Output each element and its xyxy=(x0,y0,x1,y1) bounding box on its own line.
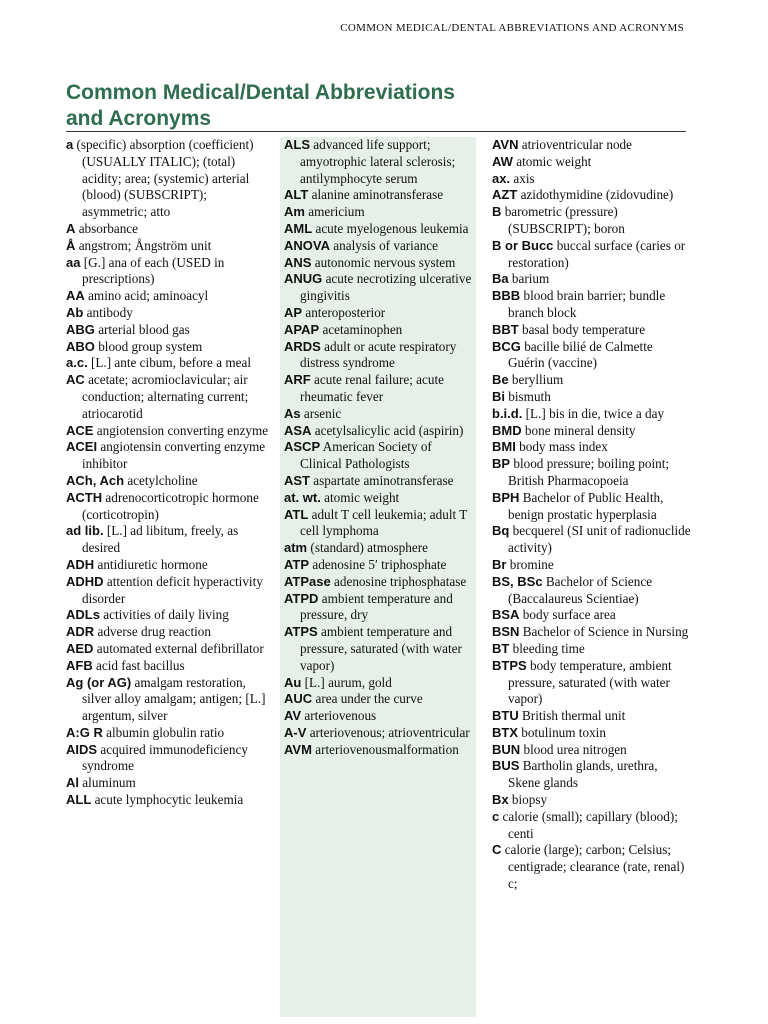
column-2 xyxy=(280,137,476,1017)
entry-abbreviation: BS, BSc xyxy=(492,573,543,589)
entry-definition: acetate; acromioclavicular; air conduction; alternating current; atriocarotid xyxy=(82,372,249,421)
entry-definition: [L.] aurum, gold xyxy=(301,674,392,690)
entry-definition: antidiuretic hormone xyxy=(94,556,208,572)
entry-abbreviation: a xyxy=(66,137,74,152)
entry-definition: absorbance xyxy=(75,220,138,236)
glossary-entry xyxy=(66,322,274,339)
glossary-entry xyxy=(492,523,692,557)
entry-abbreviation: ANOVA xyxy=(284,237,330,253)
glossary-entry xyxy=(492,271,692,288)
glossary-entry xyxy=(492,423,692,440)
entry-definition: blood urea nitrogen xyxy=(520,741,627,757)
entry-abbreviation: AP xyxy=(284,304,303,320)
glossary-entry xyxy=(492,406,692,423)
glossary-entry xyxy=(66,523,274,557)
glossary-entry xyxy=(284,423,476,440)
glossary-entry xyxy=(284,271,476,305)
entry-definition: body surface area xyxy=(519,607,616,623)
glossary-entry xyxy=(284,591,476,625)
entry-abbreviation: atm xyxy=(284,540,308,556)
entry-abbreviation: BPH xyxy=(492,489,520,505)
glossary-entry xyxy=(66,624,274,641)
entry-definition: aspartate aminotransferase xyxy=(310,472,454,488)
glossary-entry xyxy=(492,322,692,339)
entry-abbreviation: AUC xyxy=(284,691,313,707)
entry-definition: acute lymphocytic leukemia xyxy=(91,792,244,808)
entry-definition: body temperature, ambient pressure, saturated (with water vapor) xyxy=(508,657,672,707)
entry-definition: autonomic nervous system xyxy=(311,254,456,270)
entry-definition: adenosine triphosphatase xyxy=(330,573,467,589)
glossary-entry xyxy=(66,557,274,574)
entry-abbreviation: BBT xyxy=(492,321,519,337)
entry-definition: Bachelor of Public Health, benign prostatic hyperplasia xyxy=(508,489,664,522)
glossary-entry xyxy=(284,490,476,507)
entry-definition: calorie (large); carbon; Celsius; centigrade; clearance (rate, renal) c; xyxy=(501,842,685,892)
entry-abbreviation: ADLs xyxy=(66,607,100,623)
entry-definition: aluminum xyxy=(79,775,136,791)
entry-definition: barium xyxy=(508,271,550,287)
entry-abbreviation: ACh, Ach xyxy=(66,472,125,488)
entry-definition: buccal surface (caries or restoration) xyxy=(508,237,686,270)
glossary-entry xyxy=(492,288,692,322)
entry-definition: acquired immunodeficiency syndrome xyxy=(82,741,248,774)
entry-abbreviation: AW xyxy=(492,153,513,169)
entry-abbreviation: Ag (or AG) xyxy=(66,674,132,690)
glossary-entry xyxy=(284,507,476,541)
entry-abbreviation: at. wt. xyxy=(284,489,321,505)
entry-abbreviation: ARDS xyxy=(284,338,321,354)
entry-definition: (specific) absorption (coefficient) (USUALLY ITALIC); (total) acidity; area; (systemic) arterial (blood) (SUBSCRIPT); asymmetric; atto xyxy=(73,137,254,220)
glossary-entry xyxy=(492,809,692,843)
entry-abbreviation: B or Bucc xyxy=(492,237,554,253)
entry-definition: americium xyxy=(304,204,365,220)
entry-abbreviation: ALT xyxy=(284,187,309,203)
glossary-entry xyxy=(492,641,692,658)
glossary-entry xyxy=(66,288,274,305)
entry-abbreviation: AC xyxy=(66,372,85,388)
entry-abbreviation: BCG xyxy=(492,338,521,354)
entry-abbreviation: ACE xyxy=(66,422,94,438)
entry-definition: anteroposterior xyxy=(302,304,386,320)
entry-abbreviation: Be xyxy=(492,372,509,388)
entry-abbreviation: Br xyxy=(492,556,507,572)
glossary-entry xyxy=(66,355,274,372)
glossary-entry xyxy=(66,792,274,809)
entry-definition: blood group system xyxy=(94,338,203,354)
entry-abbreviation: AIDS xyxy=(66,741,98,757)
entry-abbreviation: BTPS xyxy=(492,657,527,673)
entry-definition: basal body temperature xyxy=(518,321,646,337)
entry-abbreviation: ATPase xyxy=(284,573,331,589)
entry-definition: adverse drug reaction xyxy=(94,624,211,640)
entry-definition: [L.] bis in die, twice a day xyxy=(522,405,665,421)
entry-definition: arterial blood gas xyxy=(94,321,190,337)
page-title xyxy=(66,80,455,132)
entry-definition: British thermal unit xyxy=(518,708,626,724)
running-header: COMMON MEDICAL/DENTAL ABBREVIATIONS AND ACRONYMS xyxy=(340,22,684,34)
entry-definition: bromine xyxy=(506,556,554,572)
entry-abbreviation: ATPS xyxy=(284,624,318,640)
glossary-entry xyxy=(492,658,692,708)
entry-definition: adult T cell leukemia; adult T cell lymphoma xyxy=(300,506,468,539)
glossary-entry xyxy=(284,305,476,322)
entry-abbreviation: BT xyxy=(492,640,510,656)
glossary-entry xyxy=(492,187,692,204)
glossary-entry xyxy=(284,708,476,725)
entry-definition: attention deficit hyperactivity disorder xyxy=(82,573,263,606)
glossary-entry xyxy=(492,792,692,809)
entry-definition: bone mineral density xyxy=(521,422,636,438)
entry-abbreviation: BP xyxy=(492,456,511,472)
title-rule xyxy=(66,131,686,132)
glossary-entry xyxy=(284,137,476,187)
entry-abbreviation: ANUG xyxy=(284,271,323,287)
entry-abbreviation: a.c. xyxy=(66,355,88,371)
glossary-entry xyxy=(66,658,274,675)
entry-definition: acetylcholine xyxy=(124,472,198,488)
entry-abbreviation: Al xyxy=(66,775,79,791)
entry-abbreviation: ATP xyxy=(284,556,310,572)
glossary-entry xyxy=(492,758,692,792)
entry-definition: advanced life support; amyotrophic lateral sclerosis; antilymphocyte serum xyxy=(300,137,456,186)
glossary-entry xyxy=(284,238,476,255)
entry-definition: botulinum toxin xyxy=(518,724,606,740)
entry-definition: area under the curve xyxy=(312,691,423,707)
entry-abbreviation: AZT xyxy=(492,187,518,203)
glossary-entry xyxy=(284,574,476,591)
entry-definition: beryllium xyxy=(508,372,564,388)
entry-definition: bacille bilié de Calmette Guérin (vaccine) xyxy=(508,338,653,371)
entry-abbreviation: ADHD xyxy=(66,573,104,589)
glossary-entry xyxy=(492,624,692,641)
entry-abbreviation: ARF xyxy=(284,372,311,388)
entry-abbreviation: Å xyxy=(66,237,76,253)
entry-definition: arsenic xyxy=(300,405,342,421)
entry-definition: angstrom; Ångström unit xyxy=(75,237,212,253)
glossary-entry xyxy=(492,725,692,742)
glossary-entry xyxy=(284,540,476,557)
glossary-entry xyxy=(492,456,692,490)
glossary-entry xyxy=(66,641,274,658)
entry-definition: arteriovenous; atrioventricular xyxy=(306,724,470,740)
entry-abbreviation: A xyxy=(66,220,76,236)
entry-abbreviation: BTU xyxy=(492,708,519,724)
entry-definition: alanine aminotransferase xyxy=(308,187,444,203)
glossary-entry xyxy=(492,574,692,608)
entry-abbreviation: AA xyxy=(66,288,85,304)
glossary-entry xyxy=(492,171,692,188)
entry-abbreviation: BUS xyxy=(492,758,520,774)
entry-definition: blood brain barrier; bundle branch block xyxy=(508,288,666,320)
entry-abbreviation: Bq xyxy=(492,523,510,539)
glossary-entry xyxy=(284,742,476,759)
glossary-entry xyxy=(492,339,692,373)
entry-abbreviation: aa xyxy=(66,254,81,270)
entry-definition: arteriovenous xyxy=(301,708,377,724)
entry-abbreviation: ATL xyxy=(284,506,309,522)
column-3 xyxy=(492,137,692,893)
entry-abbreviation: Ba xyxy=(492,271,509,287)
entry-abbreviation: AVN xyxy=(492,137,519,152)
glossary-entry xyxy=(284,322,476,339)
glossary-entry xyxy=(284,204,476,221)
glossary-entry xyxy=(66,221,274,238)
entry-definition: blood pressure; boiling point; British Pharmacopoeia xyxy=(508,456,670,488)
glossary-entry xyxy=(492,238,692,272)
glossary-entry xyxy=(66,742,274,776)
glossary-entry xyxy=(492,742,692,759)
glossary-entry xyxy=(66,238,274,255)
entry-definition: bismuth xyxy=(505,388,551,404)
entry-abbreviation: BMI xyxy=(492,439,516,455)
entry-definition: [G.] ana of each (USED in prescriptions) xyxy=(80,254,225,287)
entry-definition: American Society of Clinical Pathologists xyxy=(300,439,432,472)
entry-abbreviation: BUN xyxy=(492,741,521,757)
entry-abbreviation: BBB xyxy=(492,288,521,304)
glossary-entry xyxy=(66,490,274,524)
glossary-entry xyxy=(284,255,476,272)
glossary-entry xyxy=(284,187,476,204)
entry-abbreviation: AVM xyxy=(284,741,312,757)
entry-abbreviation: AV xyxy=(284,708,302,724)
entry-abbreviation: c xyxy=(492,808,500,824)
entry-definition: atomic weight xyxy=(512,153,592,169)
glossary-entry xyxy=(66,675,274,725)
entry-definition: adrenocorticotropic hormone (corticotropin) xyxy=(82,489,259,522)
glossary-entry xyxy=(66,574,274,608)
entry-abbreviation: BTX xyxy=(492,724,518,740)
entry-abbreviation: APAP xyxy=(284,321,320,337)
entry-definition: body mass index xyxy=(515,439,608,455)
glossary-entry xyxy=(284,624,476,674)
glossary-entry xyxy=(284,473,476,490)
entry-abbreviation: AML xyxy=(284,220,313,236)
entry-definition: bleeding time xyxy=(509,640,585,656)
glossary-entry xyxy=(492,490,692,524)
entry-definition: Bachelor of Science in Nursing xyxy=(519,624,689,640)
entry-abbreviation: As xyxy=(284,405,301,421)
entry-abbreviation: b.i.d. xyxy=(492,405,523,421)
entry-abbreviation: ASCP xyxy=(284,439,321,455)
entry-abbreviation: BMD xyxy=(492,422,522,438)
entry-definition: activities of daily living xyxy=(99,607,229,623)
entry-abbreviation: AFB xyxy=(66,657,93,673)
entry-definition: (standard) atmosphere xyxy=(307,540,428,556)
entry-definition: albumin globulin ratio xyxy=(102,724,225,740)
entry-definition: angiotensin converting enzyme inhibitor xyxy=(82,439,266,472)
entry-abbreviation: A:G R xyxy=(66,724,103,740)
glossary-entry xyxy=(284,557,476,574)
entry-definition: atrioventricular node xyxy=(518,137,632,152)
entry-abbreviation: Bx xyxy=(492,792,509,808)
glossary-entry xyxy=(66,255,274,289)
entry-definition: azidothymidine (zidovudine) xyxy=(517,187,674,203)
entry-definition: acute necrotizing ulcerative gingivitis xyxy=(300,271,472,304)
glossary-entry xyxy=(66,305,274,322)
title-line-2: and Acronyms xyxy=(66,107,212,130)
entry-definition: angiotension converting enzyme xyxy=(93,422,269,438)
entry-abbreviation: Au xyxy=(284,674,302,690)
entry-definition: acid fast bacillus xyxy=(92,657,185,673)
entry-definition: adult or acute respiratory distress syndrome xyxy=(300,338,457,371)
entry-abbreviation: Ab xyxy=(66,304,84,320)
glossary-entry xyxy=(492,389,692,406)
glossary-entry xyxy=(492,137,692,154)
entry-definition: calorie (small); capillary (blood); centi xyxy=(499,808,678,841)
entry-abbreviation: ADH xyxy=(66,556,95,572)
glossary-entry xyxy=(284,691,476,708)
glossary-entry xyxy=(66,439,274,473)
title-line-1: Common Medical/Dental Abbreviations xyxy=(66,81,455,104)
entry-definition: antibody xyxy=(83,304,133,320)
entry-abbreviation: ax. xyxy=(492,170,511,186)
entry-abbreviation: C xyxy=(492,842,502,858)
entry-abbreviation: ACTH xyxy=(66,489,103,505)
glossary-entry xyxy=(284,725,476,742)
entry-abbreviation: ATPD xyxy=(284,590,319,606)
entry-definition: arteriovenousmalformation xyxy=(311,741,459,757)
glossary-entry xyxy=(492,708,692,725)
glossary-entry xyxy=(284,221,476,238)
entry-definition: becquerel (SI unit of radionuclide activity) xyxy=(508,523,691,556)
entry-definition: [L.] ad libitum, freely, as desired xyxy=(82,523,239,556)
glossary-entry xyxy=(492,842,692,892)
entry-definition: barometric (pressure) (SUBSCRIPT); boron xyxy=(501,204,625,236)
glossary-entry xyxy=(492,204,692,238)
glossary-entry xyxy=(492,557,692,574)
glossary-entry xyxy=(66,137,274,221)
glossary-entry xyxy=(492,372,692,389)
entry-abbreviation: ad lib. xyxy=(66,523,104,539)
glossary-entry xyxy=(66,775,274,792)
entry-definition: axis xyxy=(510,170,535,186)
glossary-entry xyxy=(492,439,692,456)
entry-definition: Bartholin glands, urethra, Skene glands xyxy=(508,758,658,791)
entry-definition: [L.] ante cibum, before a meal xyxy=(87,355,251,371)
entry-definition: amino acid; aminoacyl xyxy=(84,288,209,304)
glossary-entry xyxy=(66,725,274,742)
entry-abbreviation: ABO xyxy=(66,338,95,354)
entry-definition: biopsy xyxy=(508,792,548,808)
entry-abbreviation: ADR xyxy=(66,624,95,640)
glossary-entry xyxy=(284,339,476,373)
column-1 xyxy=(66,137,274,809)
entry-abbreviation: AST xyxy=(284,472,310,488)
entry-abbreviation: ACEI xyxy=(66,439,98,455)
entry-abbreviation: ALL xyxy=(66,792,92,808)
glossary-entry xyxy=(284,439,476,473)
entry-definition: atomic weight xyxy=(320,489,400,505)
entry-definition: acetaminophen xyxy=(319,321,403,337)
entry-abbreviation: B xyxy=(492,204,502,220)
entry-definition: acute renal failure; acute rheumatic fever xyxy=(300,372,444,404)
glossary-entry xyxy=(492,154,692,171)
entry-definition: adenosine 5′ triphosphate xyxy=(309,556,447,572)
glossary-entry xyxy=(492,607,692,624)
entry-abbreviation: ASA xyxy=(284,422,312,438)
glossary-entry xyxy=(284,675,476,692)
glossary-entry xyxy=(66,423,274,440)
entry-abbreviation: Bi xyxy=(492,388,505,404)
entry-definition: amalgam restoration, silver alloy amalgam; antigen; [L.] argentum, silver xyxy=(82,674,266,724)
glossary-entry xyxy=(66,339,274,356)
entry-abbreviation: BSN xyxy=(492,624,520,640)
glossary-entry xyxy=(66,473,274,490)
entry-abbreviation: ANS xyxy=(284,254,312,270)
entry-abbreviation: ALS xyxy=(284,137,310,152)
entry-definition: acute myelogenous leukemia xyxy=(312,220,469,236)
glossary-entry xyxy=(284,372,476,406)
entry-abbreviation: Am xyxy=(284,204,305,220)
entry-definition: analysis of variance xyxy=(329,237,439,253)
glossary-entry xyxy=(66,607,274,624)
glossary-entry xyxy=(66,372,274,422)
entry-definition: automated external defibrillator xyxy=(93,640,264,656)
entry-abbreviation: AED xyxy=(66,640,94,656)
entry-definition: ambient temperature and pressure, saturated (with water vapor) xyxy=(300,624,462,673)
glossary-entry xyxy=(284,406,476,423)
entry-abbreviation: BSA xyxy=(492,607,520,623)
entry-definition: ambient temperature and pressure, dry xyxy=(300,590,453,623)
entry-abbreviation: A-V xyxy=(284,724,307,740)
entry-abbreviation: ABG xyxy=(66,321,95,337)
entry-definition: acetylsalicylic acid (aspirin) xyxy=(311,422,464,438)
entry-definition: Bachelor of Science (Baccalaureus Scientiae) xyxy=(508,573,653,606)
